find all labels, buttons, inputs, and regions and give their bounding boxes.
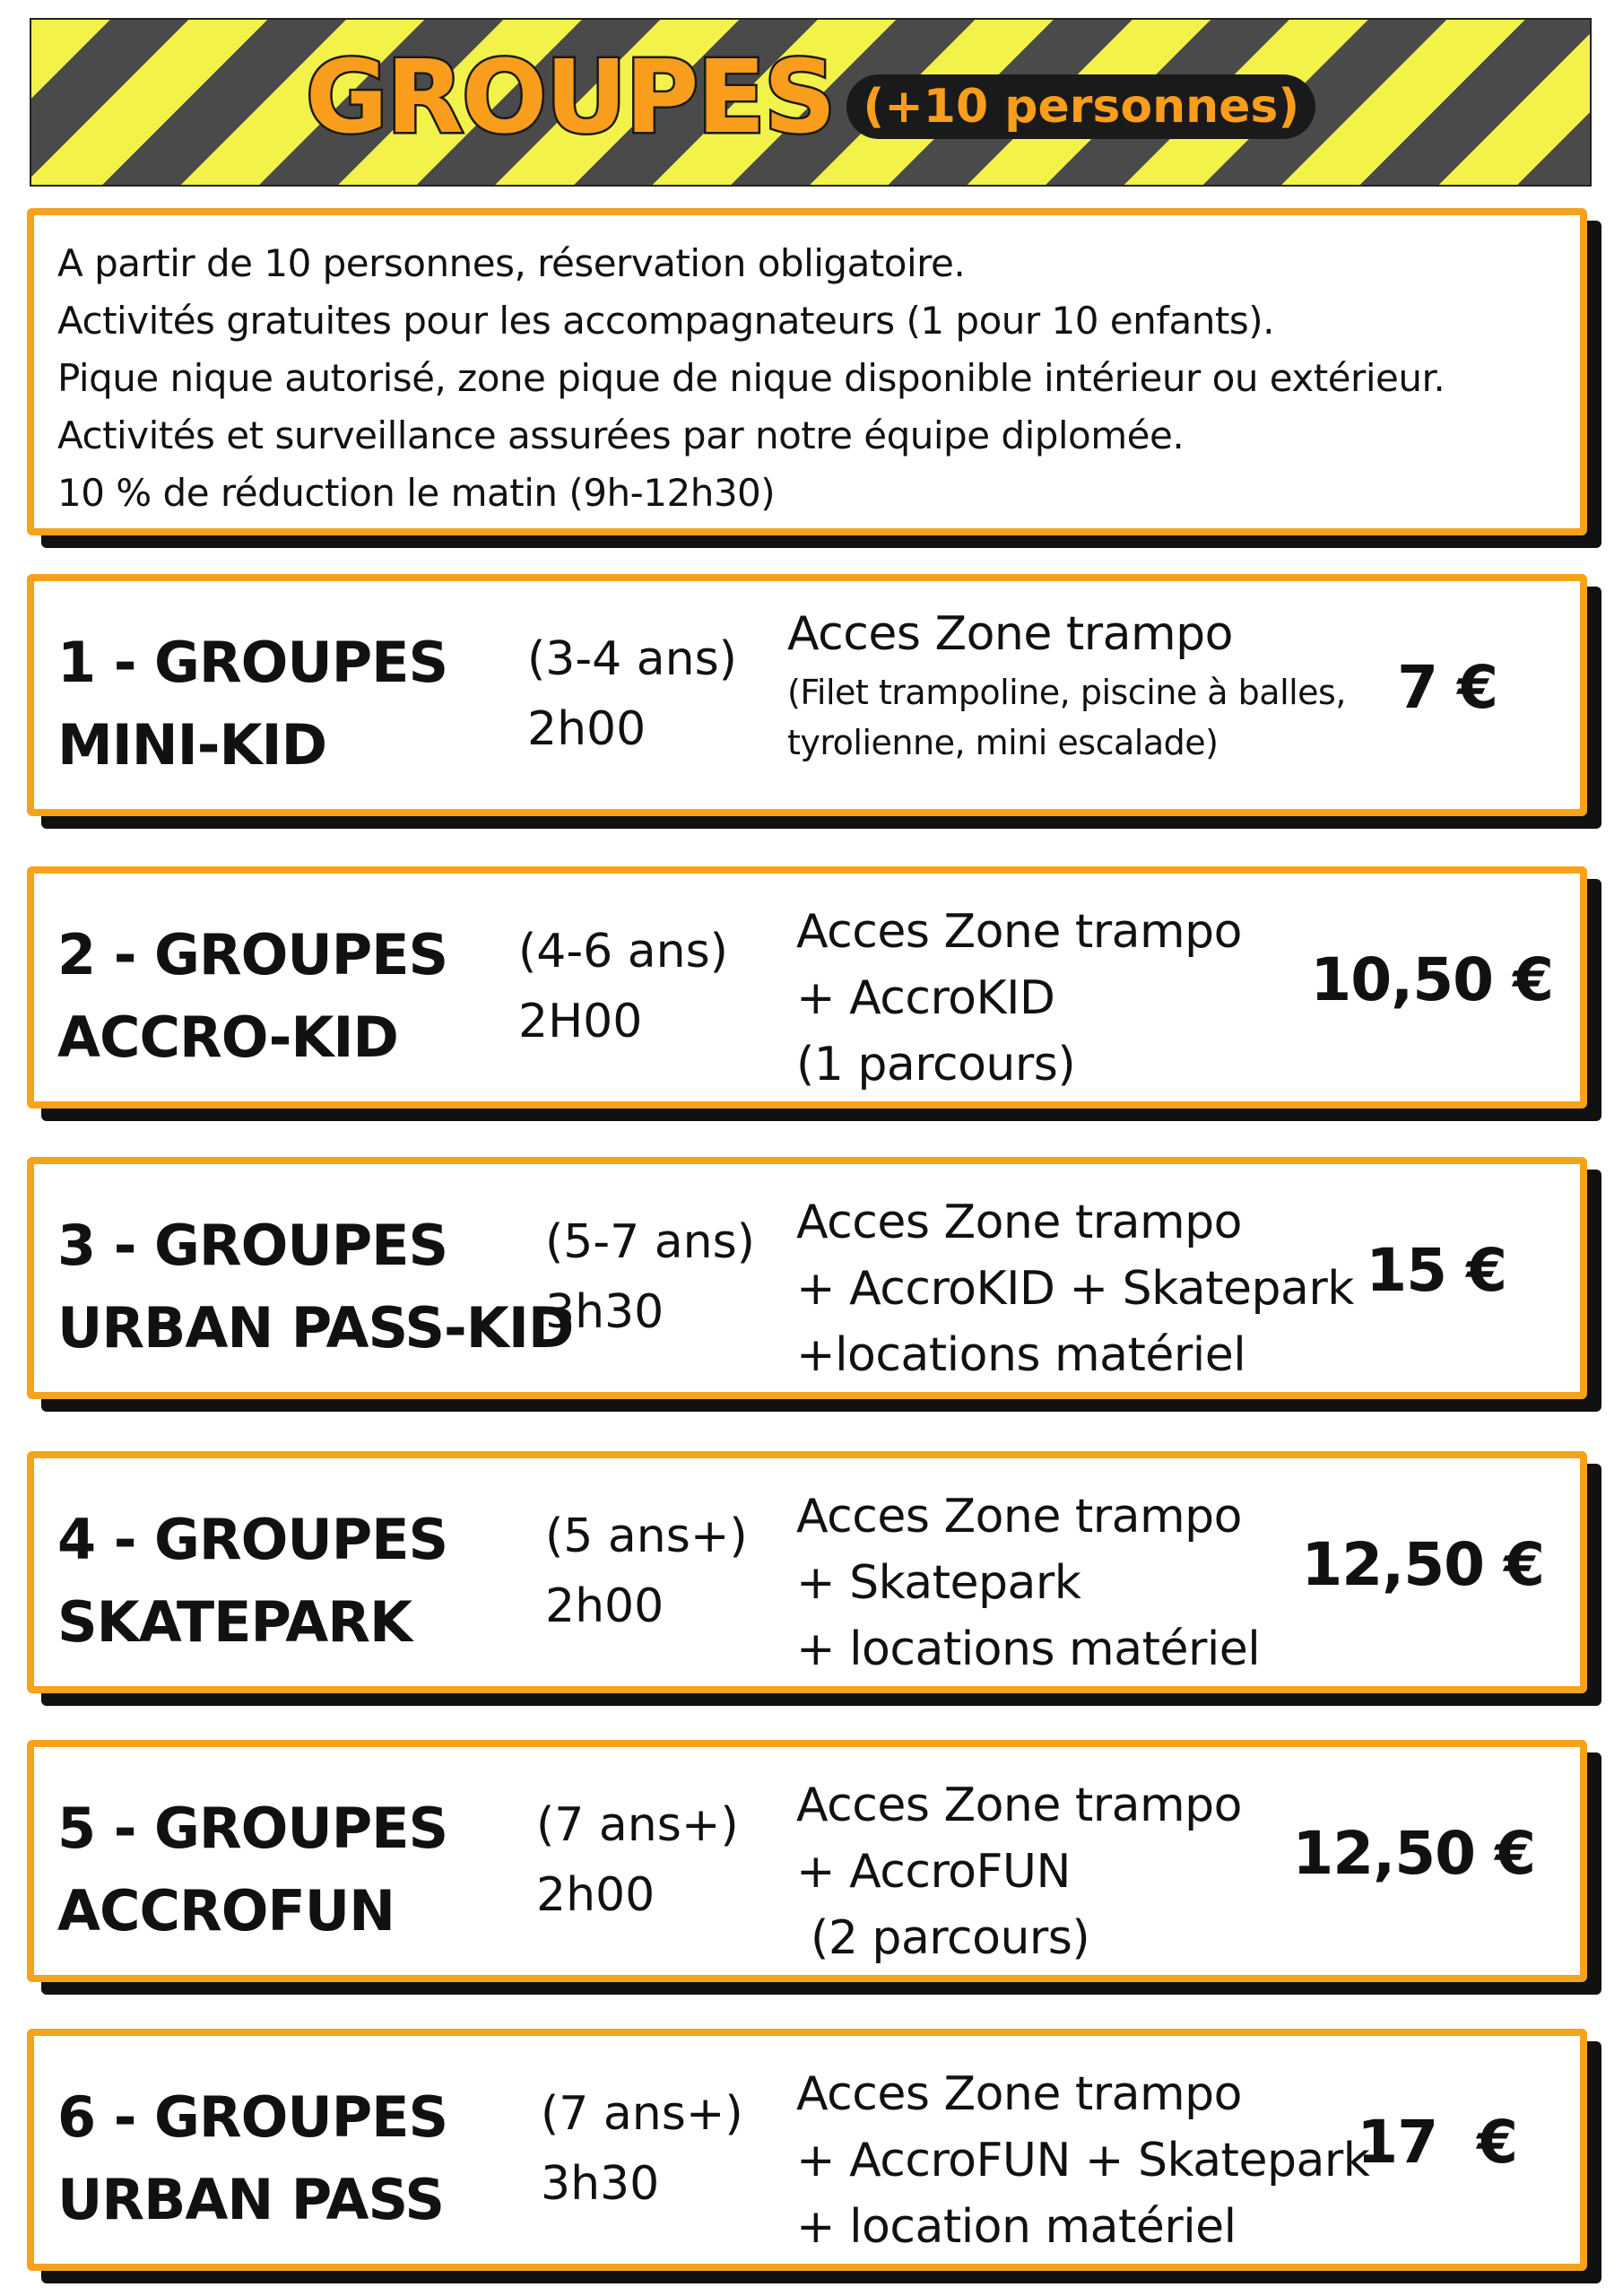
offer-duration: 3h30 [541, 2157, 660, 2211]
offer-age [545, 1501, 748, 1641]
offer-name-line1: 5 - GROUPES [57, 1796, 448, 1861]
offer-description [787, 601, 1346, 768]
offer-name-line2: URBAN PASS [57, 2167, 445, 2232]
offer-name-line1: 4 - GROUPES [57, 1507, 448, 1572]
offer-desc-line3: (2 parcours) [796, 1911, 1090, 1965]
page-subtitle: (+10 personnes) [846, 74, 1315, 139]
offer-duration: 3h30 [545, 1285, 664, 1339]
offer-desc-line1: Acces Zone trampo [796, 2067, 1242, 2121]
info-line: A partir de 10 personnes, réservation obligatoire. [57, 241, 966, 285]
offer-age-range: (3-4 ans) [527, 632, 737, 686]
offer-name-line1: 2 - GROUPES [57, 922, 448, 987]
offer-desc-line2: + AccroFUN [796, 1845, 1071, 1899]
offer-description [796, 1483, 1260, 1683]
offer-price: 15 € [1366, 1236, 1506, 1305]
group-offer-accro-kid [27, 866, 1587, 1109]
offer-desc-line1: Acces Zone trampo [787, 607, 1233, 661]
offer-desc-line1: Acces Zone trampo [796, 1490, 1242, 1544]
offer-name-line2: URBAN PASS-KID [57, 1295, 574, 1361]
offer-age [541, 2079, 743, 2219]
offer-desc-line1: Acces Zone trampo [796, 1779, 1242, 1832]
offer-desc-line2: + Skatepark [796, 1556, 1081, 1610]
group-offer-urban-pass-kid [27, 1157, 1587, 1399]
offer-price: 7 € [1397, 653, 1497, 722]
offer-price: 12,50 € [1292, 1819, 1535, 1888]
offer-price: 17 € [1357, 2108, 1517, 2177]
info-box [27, 208, 1587, 535]
offer-duration: 2h00 [527, 702, 647, 756]
offer-desc-line1: Acces Zone trampo [796, 1196, 1242, 1249]
offer-name [57, 622, 447, 787]
offer-name [57, 2076, 447, 2241]
offer-price: 12,50 € [1301, 1530, 1544, 1599]
group-offer-skatepark [27, 1451, 1587, 1693]
offer-desc-line3: (1 parcours) [796, 1038, 1076, 1091]
info-line: Activités et surveillance assurées par notre équipe diplomée. [57, 413, 1185, 457]
offer-age-range: (5 ans+) [545, 1509, 748, 1563]
offer-name-line1: 3 - GROUPES [57, 1213, 448, 1278]
offer-desc-line2: + AccroKID [796, 971, 1055, 1025]
page-title: GROUPES [305, 39, 835, 156]
info-line: Pique nique autorisé, zone pique de nique disponible intérieur ou extérieur. [57, 356, 1445, 400]
offer-age-range: (7 ans+) [541, 2087, 743, 2141]
offer-name [57, 914, 447, 1079]
offer-name-line2: ACCRO-KID [57, 1004, 398, 1070]
header-banner [30, 18, 1592, 187]
info-line: 10 % de réduction le matin (9h-12h30) [57, 471, 776, 515]
offer-desc-line3: +locations matériel [796, 1328, 1246, 1382]
offer-desc-line3: tyrolienne, mini escalade) [787, 723, 1219, 762]
banner-title [31, 39, 1590, 156]
offer-age [536, 1790, 739, 1930]
offer-price: 10,50 € [1310, 945, 1553, 1014]
offer-description [796, 2061, 1369, 2260]
offer-desc-line3: + locations matériel [796, 1622, 1261, 1676]
offer-description [796, 1189, 1354, 1388]
offer-desc-line2: + AccroFUN + Skatepark [796, 2134, 1370, 2187]
offer-age-range: (7 ans+) [536, 1798, 739, 1852]
offer-duration: 2h00 [536, 1868, 655, 1922]
group-offer-accrofun [27, 1740, 1587, 1982]
offer-duration: 2H00 [518, 995, 643, 1048]
offer-desc-line2: (Filet trampoline, piscine à balles, [787, 673, 1346, 712]
offer-name-line2: SKATEPARK [57, 1589, 412, 1655]
offer-name [57, 1499, 447, 1664]
offer-name-line1: 6 - GROUPES [57, 2084, 448, 2150]
offer-desc-line3: + location matériel [796, 2200, 1237, 2254]
offer-name [57, 1787, 447, 1952]
offer-age-range: (5-7 ans) [545, 1215, 755, 1269]
info-line: Activités gratuites pour les accompagnateurs (1 pour 10 enfants). [57, 299, 1274, 343]
group-offer-urban-pass [27, 2029, 1587, 2271]
offer-description [796, 899, 1242, 1098]
offer-age-range: (4-6 ans) [518, 925, 728, 978]
offer-name-line2: MINI-KID [57, 712, 327, 778]
offer-name-line2: ACCROFUN [57, 1878, 395, 1944]
offer-name-line1: 1 - GROUPES [57, 630, 448, 695]
offer-description [796, 1772, 1242, 1971]
offer-age [545, 1207, 755, 1347]
offer-desc-line2: + AccroKID + Skatepark [796, 1262, 1354, 1316]
offer-desc-line1: Acces Zone trampo [796, 905, 1242, 959]
offer-name [57, 1205, 573, 1370]
offer-duration: 2h00 [545, 1579, 664, 1633]
offer-age [527, 624, 737, 764]
offer-age [518, 917, 728, 1057]
group-offer-mini-kid [27, 574, 1587, 816]
